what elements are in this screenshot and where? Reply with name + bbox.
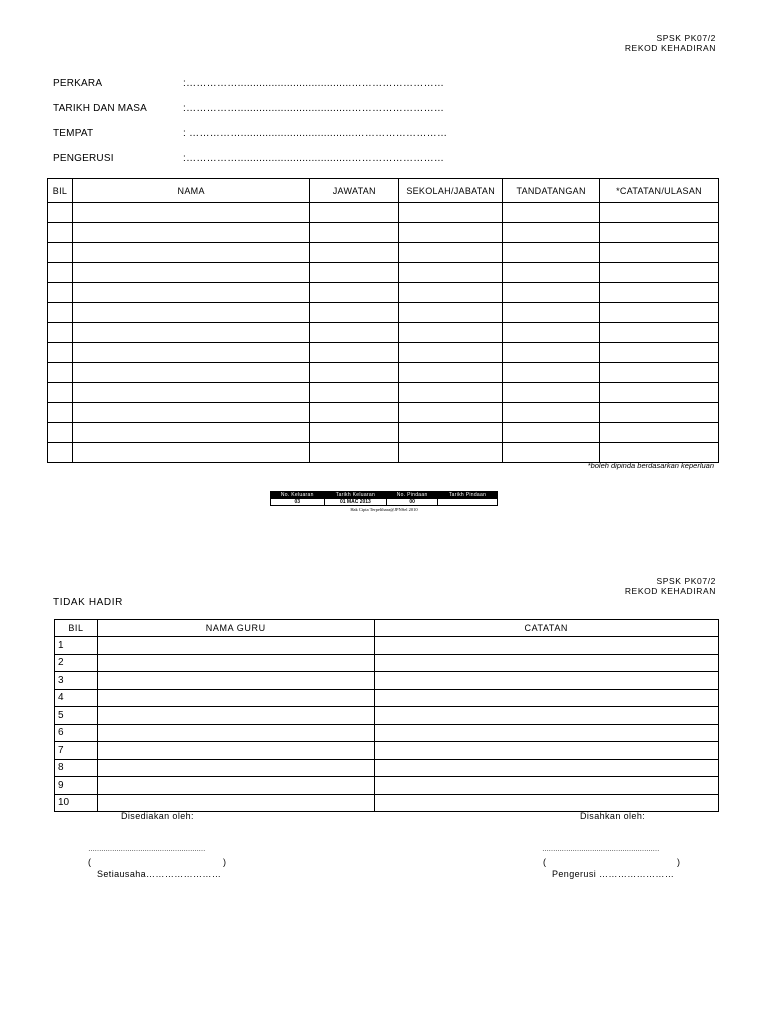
table-cell[interactable] xyxy=(72,303,309,323)
table-cell[interactable] xyxy=(600,303,719,323)
table-header-row xyxy=(48,179,719,203)
table-cell[interactable] xyxy=(399,323,503,343)
col-catatan-ulasan: *CATATAN/ULASAN xyxy=(600,179,719,203)
table-cell[interactable] xyxy=(399,343,503,363)
table-cell[interactable] xyxy=(310,443,399,463)
attendance-table xyxy=(47,178,719,463)
footnote: *boleh dipinda berdasarkan keperluan xyxy=(587,461,714,470)
col-nama: NAMA xyxy=(72,179,309,203)
table-cell[interactable] xyxy=(374,689,718,707)
table-cell[interactable] xyxy=(72,283,309,303)
table-cell[interactable] xyxy=(310,303,399,323)
field-value-pengerusi[interactable]: :…………….....................................……………………… xyxy=(183,153,445,164)
table-cell[interactable] xyxy=(374,672,718,690)
table-cell[interactable] xyxy=(72,383,309,403)
table-cell[interactable] xyxy=(310,403,399,423)
table-cell[interactable] xyxy=(72,243,309,263)
table-cell[interactable] xyxy=(503,303,600,323)
table-row xyxy=(48,383,719,403)
table-cell[interactable] xyxy=(97,672,374,690)
meta-header-no-pindaan: No. Pindaan xyxy=(387,492,438,499)
field-value-tempat[interactable]: : …………….....................................……………………… xyxy=(183,128,448,139)
table-cell[interactable] xyxy=(600,203,719,223)
table-cell[interactable] xyxy=(399,443,503,463)
table-cell[interactable] xyxy=(97,654,374,672)
table-row xyxy=(48,223,719,243)
table-row xyxy=(48,443,719,463)
prepared-by-paren-close: ) xyxy=(223,857,227,867)
col-nama-guru: NAMA GURU xyxy=(97,620,374,637)
row-number: 10 xyxy=(55,794,98,812)
table-row xyxy=(55,742,719,760)
table-row xyxy=(55,689,719,707)
table-cell[interactable] xyxy=(72,223,309,243)
table-cell[interactable] xyxy=(503,403,600,423)
table-cell[interactable] xyxy=(310,283,399,303)
table-cell[interactable] xyxy=(600,443,719,463)
form-code-2: SPSK PK07/2 xyxy=(656,576,716,586)
table-cell[interactable] xyxy=(48,323,73,343)
table-cell[interactable] xyxy=(72,403,309,423)
prepared-by-paren-open: ( xyxy=(88,857,92,867)
table-cell[interactable] xyxy=(310,423,399,443)
table-row xyxy=(55,672,719,690)
table-cell[interactable] xyxy=(399,223,503,243)
table-cell[interactable] xyxy=(72,343,309,363)
table-cell[interactable] xyxy=(310,263,399,283)
table-cell[interactable] xyxy=(374,742,718,760)
table-cell[interactable] xyxy=(72,363,309,383)
table-cell[interactable] xyxy=(503,243,600,263)
approved-by-signature-line[interactable]: ……………………………………………… xyxy=(542,846,659,853)
table-cell[interactable] xyxy=(503,223,600,243)
table-cell[interactable] xyxy=(600,263,719,283)
table-cell[interactable] xyxy=(48,283,73,303)
field-label-pengerusi: PENGERUSI xyxy=(53,153,114,164)
table-cell[interactable] xyxy=(97,689,374,707)
approved-by-caption: Disahkan oleh: xyxy=(580,811,646,821)
table-row xyxy=(48,403,719,423)
meta-value-tarikh-keluaran: 01 MAC 2013 xyxy=(324,499,387,506)
table-cell[interactable] xyxy=(310,363,399,383)
table-cell[interactable] xyxy=(48,243,73,263)
table-cell[interactable] xyxy=(399,423,503,443)
table-cell[interactable] xyxy=(374,654,718,672)
table-row xyxy=(55,794,719,812)
col-catatan: CATATAN xyxy=(374,620,718,637)
table-cell[interactable] xyxy=(97,794,374,812)
table-cell[interactable] xyxy=(48,443,73,463)
table-cell[interactable] xyxy=(72,323,309,343)
field-value-tarikh[interactable]: :…………….....................................……………………… xyxy=(183,103,445,114)
table-cell[interactable] xyxy=(374,794,718,812)
table-row xyxy=(48,323,719,343)
meta-value-no-pindaan: 00 xyxy=(387,499,438,506)
table-cell[interactable] xyxy=(399,383,503,403)
table-row xyxy=(48,423,719,443)
table-cell[interactable] xyxy=(503,343,600,363)
row-number: 6 xyxy=(55,724,98,742)
document-meta-table xyxy=(270,491,498,506)
table-cell[interactable] xyxy=(310,223,399,243)
table-cell[interactable] xyxy=(72,203,309,223)
approved-by-paren-close: ) xyxy=(677,857,681,867)
table-cell[interactable] xyxy=(48,303,73,323)
table-cell[interactable] xyxy=(503,263,600,283)
table-cell[interactable] xyxy=(374,637,718,655)
table-cell[interactable] xyxy=(503,323,600,343)
table-cell[interactable] xyxy=(97,707,374,725)
table-cell[interactable] xyxy=(310,203,399,223)
table-cell[interactable] xyxy=(399,363,503,383)
meta-value-tarikh-pindaan xyxy=(438,499,498,506)
table-cell[interactable] xyxy=(310,323,399,343)
col-bil: BIL xyxy=(48,179,73,203)
table-row xyxy=(48,263,719,283)
table-row xyxy=(55,759,719,777)
table-cell[interactable] xyxy=(48,343,73,363)
table-cell[interactable] xyxy=(600,243,719,263)
table-cell[interactable] xyxy=(48,263,73,283)
section-title-tidak-hadir: TIDAK HADIR xyxy=(53,597,123,608)
table-cell[interactable] xyxy=(503,443,600,463)
table-cell[interactable] xyxy=(97,637,374,655)
field-label-tarikh: TARIKH DAN MASA xyxy=(53,103,147,114)
row-number: 1 xyxy=(55,637,98,655)
table-cell[interactable] xyxy=(97,742,374,760)
table-cell[interactable] xyxy=(503,423,600,443)
table-row xyxy=(48,243,719,263)
table-cell[interactable] xyxy=(310,243,399,263)
table-cell[interactable] xyxy=(374,724,718,742)
table-cell[interactable] xyxy=(600,383,719,403)
table-cell[interactable] xyxy=(600,323,719,343)
table-cell[interactable] xyxy=(600,223,719,243)
prepared-by-role: Setiausaha…………………… xyxy=(97,869,222,879)
col-bil: BIL xyxy=(55,620,98,637)
table-header-row xyxy=(55,620,719,637)
col-jawatan: JAWATAN xyxy=(310,179,399,203)
table-row xyxy=(55,724,719,742)
field-value-perkara[interactable]: :…………….....................................……………………… xyxy=(183,78,445,89)
table-cell[interactable] xyxy=(97,777,374,795)
table-cell[interactable] xyxy=(310,343,399,363)
absence-table xyxy=(54,619,719,812)
approved-by-paren-open: ( xyxy=(543,857,547,867)
table-cell[interactable] xyxy=(48,403,73,423)
form-title-2: REKOD KEHADIRAN xyxy=(624,586,716,596)
meta-header-no-keluaran: No. Keluaran xyxy=(271,492,325,499)
col-sekolah-jabatan: SEKOLAH/JABATAN xyxy=(399,179,503,203)
table-cell[interactable] xyxy=(374,707,718,725)
row-number: 4 xyxy=(55,689,98,707)
form-code: SPSK PK07/2 xyxy=(656,33,716,43)
table-cell[interactable] xyxy=(503,383,600,403)
table-cell[interactable] xyxy=(503,203,600,223)
row-number: 5 xyxy=(55,707,98,725)
table-row xyxy=(48,203,719,223)
row-number: 8 xyxy=(55,759,98,777)
table-cell[interactable] xyxy=(399,243,503,263)
row-number: 9 xyxy=(55,777,98,795)
row-number: 3 xyxy=(55,672,98,690)
table-cell[interactable] xyxy=(399,203,503,223)
table-row xyxy=(55,654,719,672)
table-row xyxy=(55,777,719,795)
table-cell[interactable] xyxy=(600,343,719,363)
col-tandatangan: TANDATANGAN xyxy=(503,179,600,203)
field-label-perkara: PERKARA xyxy=(53,78,103,89)
table-cell[interactable] xyxy=(72,423,309,443)
table-cell[interactable] xyxy=(503,283,600,303)
table-cell[interactable] xyxy=(503,363,600,383)
table-cell[interactable] xyxy=(600,363,719,383)
copyright-notice: Hak Cipta Terpelihara@JPNSel 2010 xyxy=(350,507,418,512)
table-cell[interactable] xyxy=(600,283,719,303)
table-cell[interactable] xyxy=(97,759,374,777)
table-cell[interactable] xyxy=(48,203,73,223)
table-cell[interactable] xyxy=(48,383,73,403)
table-row xyxy=(48,363,719,383)
row-number: 2 xyxy=(55,654,98,672)
table-cell[interactable] xyxy=(310,383,399,403)
table-cell[interactable] xyxy=(48,363,73,383)
table-cell[interactable] xyxy=(97,724,374,742)
table-cell[interactable] xyxy=(48,223,73,243)
row-number: 7 xyxy=(55,742,98,760)
table-cell[interactable] xyxy=(399,403,503,423)
approved-by-role: Pengerusi …………………… xyxy=(552,869,675,879)
table-cell[interactable] xyxy=(600,403,719,423)
meta-value-no-keluaran: 03 xyxy=(271,499,325,506)
table-cell[interactable] xyxy=(72,263,309,283)
table-row xyxy=(48,303,719,323)
table-cell[interactable] xyxy=(399,283,503,303)
form-title: REKOD KEHADIRAN xyxy=(624,43,716,53)
table-cell[interactable] xyxy=(399,263,503,283)
table-cell[interactable] xyxy=(72,443,309,463)
table-row xyxy=(48,343,719,363)
table-row xyxy=(55,707,719,725)
table-row xyxy=(55,637,719,655)
table-row xyxy=(48,283,719,303)
meta-header-tarikh-pindaan: Tarikh Pindaan xyxy=(438,492,498,499)
table-cell[interactable] xyxy=(399,303,503,323)
table-cell[interactable] xyxy=(374,759,718,777)
prepared-by-caption: Disediakan oleh: xyxy=(121,811,194,821)
table-cell[interactable] xyxy=(600,423,719,443)
field-label-tempat: TEMPAT xyxy=(53,128,94,139)
prepared-by-signature-line[interactable]: ……………………………………………… xyxy=(88,846,205,853)
table-cell[interactable] xyxy=(48,423,73,443)
table-cell[interactable] xyxy=(374,777,718,795)
meta-header-tarikh-keluaran: Tarikh Keluaran xyxy=(324,492,387,499)
